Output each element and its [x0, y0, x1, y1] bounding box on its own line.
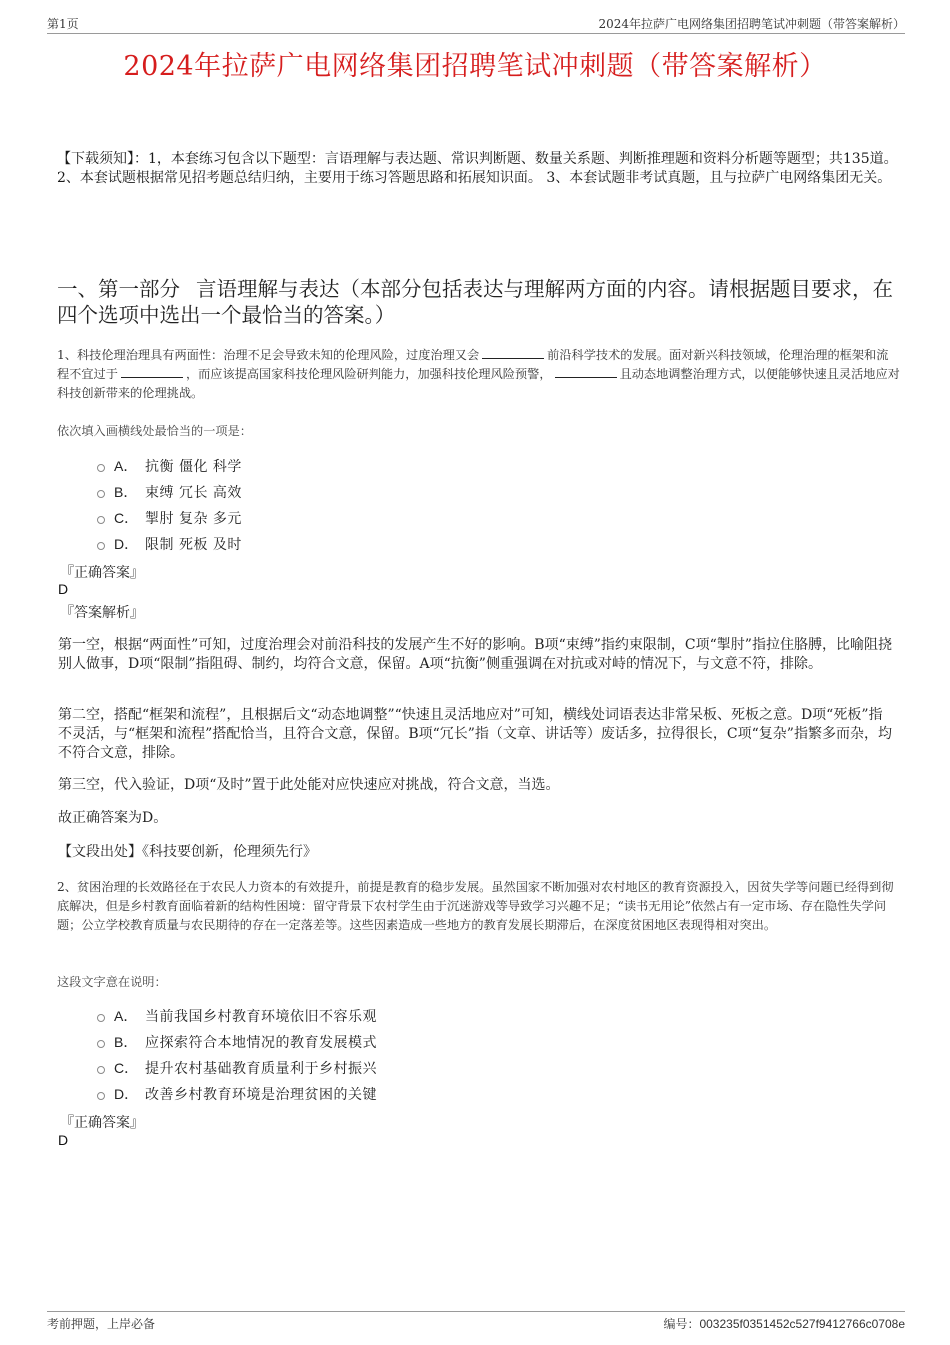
page-number: 第1页: [47, 17, 79, 31]
correct-answer-value: D: [58, 581, 69, 597]
radio-icon[interactable]: [97, 1040, 105, 1048]
question-2-prompt: 这段文字意在说明：: [57, 975, 167, 989]
footer-serial: 编号：003235f0351452c527f9412766c0708e: [663, 1317, 905, 1331]
correct-answer-label: 『正确答案』: [60, 565, 144, 581]
radio-icon[interactable]: [97, 490, 105, 498]
option-a[interactable]: A． 抗衡 僵化 科学: [97, 453, 242, 479]
analysis-paragraph: 第三空，代入验证，D项“及时”置于此处能对应快速应对挑战，符合文意，当选。: [58, 777, 560, 793]
source-citation: 【文段出处】《科技要创新，伦理须先行》: [58, 844, 317, 860]
section-number: 一、第一部分: [57, 277, 180, 301]
footer-slogan: 考前押题，上岸必备: [47, 1317, 156, 1331]
option-c[interactable]: C． 提升农村基础教育质量利于乡村振兴: [97, 1055, 377, 1081]
question-2-options: [97, 1003, 377, 1107]
section-title: 言语理解与表达（本部分包括表达与理解两方面的内容。请根据题目要求，在四个选项中选出一个最恰当的答案。）: [57, 277, 893, 327]
analysis-label: 『答案解析』: [60, 605, 144, 621]
radio-icon[interactable]: [97, 516, 105, 524]
section-heading: [57, 276, 900, 328]
radio-icon[interactable]: [97, 464, 105, 472]
question-2-text: 2、贫困治理的长效路径在于农民人力资本的有效提升，前提是教育的稳步发展。虽然国家不断加强对农村地区的教育资源投入，因贫失学等问题已经得到彻底解决，但是乡村教育面临着新的结构性困境：留守背景下农村学生由于沉迷游戏等导致学习兴趣不足；“读书无用论”依然占有一定市场、存在隐性失学问题；公立学校教育质量与农民期待的存在一定落差等。这些因素造成一些地方的教育发展长期滞后，在深度贫困地区表现得相对突出。: [57, 880, 894, 932]
option-d[interactable]: D． 改善乡村教育环境是治理贫困的关键: [97, 1081, 377, 1107]
option-b[interactable]: B． 束缚 冗长 高效: [97, 479, 242, 505]
question-1-text: 1、科技伦理治理具有两面性：治理不足会导致未知的伦理风险，过度治理又会 前沿科学技术的发展。面对新兴科技领域，伦理治理的框架和流程不宜过于 ，而应该提高国家科技伦理风险研判能力，加强科技伦理风险预警， 且动态地调整治理方式，以便能够快速且灵活地应对科技创新带来的伦理挑战。: [57, 348, 900, 400]
serial-code: 003235f0351452c527f9412766c0708e: [699, 1317, 905, 1331]
page-header: [47, 13, 905, 34]
blank-2: [121, 367, 183, 378]
question-1-prompt: 依次填入画横线处最恰当的一项是：: [57, 424, 252, 438]
option-d[interactable]: D． 限制 死板 及时: [97, 531, 242, 557]
question-1-options: [97, 453, 242, 557]
radio-icon[interactable]: [97, 1066, 105, 1074]
option-c[interactable]: C． 掣肘 复杂 多元: [97, 505, 242, 531]
analysis-paragraph: 第一空，根据“两面性”可知，过度治理会对前沿科技的发展产生不好的影响。B项“束缚”指约束限制，C项“掣肘”指拉住胳膊，比喻阻挠别人做事，D项“限制”指阻碍、制约，均符合文意，保留。A项“抗衡”侧重强调在对抗或对峙的情况下，与文意不符，排除。: [58, 637, 892, 672]
analysis-paragraph: 第二空，搭配“框架和流程”，且根据后文“动态地调整”“快速且灵活地应对”可知，横线处词语表达非常呆板、死板之意。D项“死板”指不灵活，与“框架和流程”搭配恰当，且符合文意，保留。B项“冗长”指（文章、讲话等）废话多，拉得很长，C项“复杂”指繁多而杂，均不符合文意，排除。: [58, 707, 892, 761]
option-a[interactable]: A． 当前我国乡村教育环境依旧不容乐观: [97, 1003, 377, 1029]
option-b[interactable]: B． 应探索符合本地情况的教育发展模式: [97, 1029, 377, 1055]
correct-answer-value: D: [58, 1132, 69, 1148]
header-doc-title: 2024年拉萨广电网络集团招聘笔试冲刺题（带答案解析）: [598, 17, 905, 31]
blank-3: [555, 367, 617, 378]
page-footer: [47, 1311, 905, 1332]
correct-answer-label: 『正确答案』: [60, 1115, 144, 1131]
radio-icon[interactable]: [97, 542, 105, 550]
download-notice: 【下载须知】：1，本套练习包含以下题型：言语理解与表达题、常识判断题、数量关系题、判断推理题和资料分析题等题型；共135道。 2、本套试题根据常见招考题总结归纳，主要用于练习答题思路和拓展知识面。 3、本套试题非考试真题，且与拉萨广电网络集团无关。: [57, 151, 898, 186]
analysis-conclusion: 故正确答案为D。: [58, 810, 168, 826]
document-title: 2024年拉萨广电网络集团招聘笔试冲刺题（带答案解析）: [123, 51, 827, 82]
radio-icon[interactable]: [97, 1014, 105, 1022]
radio-icon[interactable]: [97, 1092, 105, 1100]
blank-1: [482, 348, 544, 359]
